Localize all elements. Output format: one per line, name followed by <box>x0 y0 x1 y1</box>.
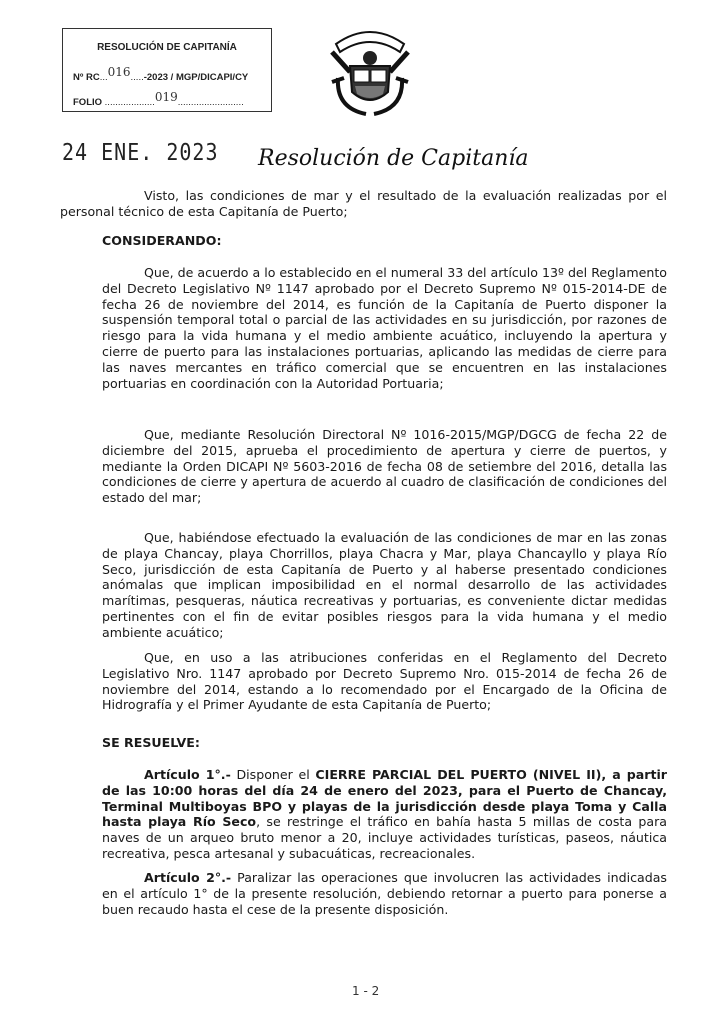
considerando-paragraph: Que, en uso a las atribuciones conferidas en el Reglamento del Decreto Legislativo Nro. 1147 aprobado por Decreto Supremo Nro. 015-2014 de fecha 26 de noviembre del 2014, estando a lo recomendado por el Encargado de la Oficina de Hidrografía y el Primer Ayudante de esta Capitanía de Puerto; <box>102 650 667 713</box>
considerando-paragraph: Que, habiéndose efectuado la evaluación de las condiciones de mar en las zonas de playa Chancay, playa Chorrillos, playa Chacra y Mar, playa Chancayllo y playa Río Seco, jurisdicción de esta Capitanía de Puerto y al haberse presentado condiciones anómalas que implican imposibilidad en el normal desarrollo de las actividades marítimas, pesqueras, náutica recreativas y portuarias, es conveniente dictar medidas pertinentes con el fin de evitar posibles riesgos para la vida humana y el medio ambiente acuático; <box>102 530 667 640</box>
articulo-1-text-a: Disponer el <box>230 767 316 782</box>
stamp-rc-line: Nº RC...016.....-2023 / MGP/DICAPI/CY <box>73 65 249 83</box>
navy-crest-icon <box>322 22 418 120</box>
considerando-heading: CONSIDERANDO: <box>102 233 222 248</box>
stamp-rc-suffix: -2023 / MGP/DICAPI/CY <box>143 72 249 83</box>
articulo-2-paragraph <box>102 870 667 917</box>
resolution-number-stamp <box>62 28 272 112</box>
articulo-2-text: Paralizar las operaciones que involucren las actividades indicadas en el artículo 1° de la presente resolución, debiendo retornar a puerto para ponerse a buen recaudo hasta el cese de la presente disposición. <box>102 870 667 917</box>
articulo-1-text-b: , se restringe el tráfico en bahía hasta 5 millas de costa para naves de un arqueo bruto menor a 20, incluye actividades turísticas, paseos, náutica recreativa, pesca artesanal y subacuáticas, recreacionales. <box>102 814 667 861</box>
considerando-paragraph: Que, de acuerdo a lo establecido en el numeral 33 del artículo 13º del Reglamento del Decreto Legislativo Nº 1147 aprobado por el Decreto Supremo Nº 015-2014-DE de fecha 26 de noviembre del 2014, es función de la Capitanía de Puerto disponer la suspensión temporal total o parcial de las actividades en su jurisdicción, por razones de riesgo para la vida humana y el medio ambiente acuático, incluyendo la apertura y cierre de puerto para las instalaciones portuarias, aplicando las medidas de cierre para las naves mercantes en tráfico comercial que se encuentren en las instalaciones portuarias en coordinación con la Autoridad Portuaria; <box>102 265 667 391</box>
date-stamp: 24 ENE. 2023 <box>62 138 219 166</box>
stamp-rc-prefix: Nº RC <box>73 72 100 83</box>
articulo-1-label: Artículo 1°.- <box>144 767 231 782</box>
stamp-folio-label: FOLIO <box>73 97 103 108</box>
articulo-1-bold-a: CIERRE PARCIAL DEL PUERTO (NIVEL II) <box>315 767 602 782</box>
articulo-2-label: Artículo 2°.- <box>144 870 232 885</box>
articulo-1-paragraph <box>102 767 667 862</box>
document-title: Resolución de Capitanía <box>258 146 529 171</box>
visto-text: Visto, las condiciones de mar y el resultado de la evaluación realizadas por el personal técnico de esta Capitanía de Puerto; <box>60 188 667 219</box>
stamp-folio-number: 019 <box>154 90 178 104</box>
stamp-title: RESOLUCIÓN DE CAPITANÍA <box>97 42 237 53</box>
articulo-1-bold-b: , a partir de las 10:00 horas del día 24 de enero del 2023, para el Puerto de Chancay, Terminal Multiboyas BPO y playas de la jurisdicción desde playa Toma y Calla hasta playa Río Seco <box>102 767 667 830</box>
page-number: 1 - 2 <box>352 984 380 998</box>
resuelve-heading: SE RESUELVE: <box>102 735 200 750</box>
stamp-folio-line: FOLIO ...................019......................... <box>73 90 244 108</box>
stamp-rc-number: 016 <box>107 65 131 79</box>
considerando-paragraph: Que, mediante Resolución Directoral Nº 1016-2015/MGP/DGCG de fecha 22 de diciembre del 2015, aprueba el procedimiento de apertura y cierre de puertos, y mediante la Orden DICAPI Nº 5603-2016 de fecha 08 de setiembre del 2016, detalla las condiciones de cierre y apertura de acuerdo al cuadro de clasificación de condiciones del estado del mar; <box>102 427 667 506</box>
